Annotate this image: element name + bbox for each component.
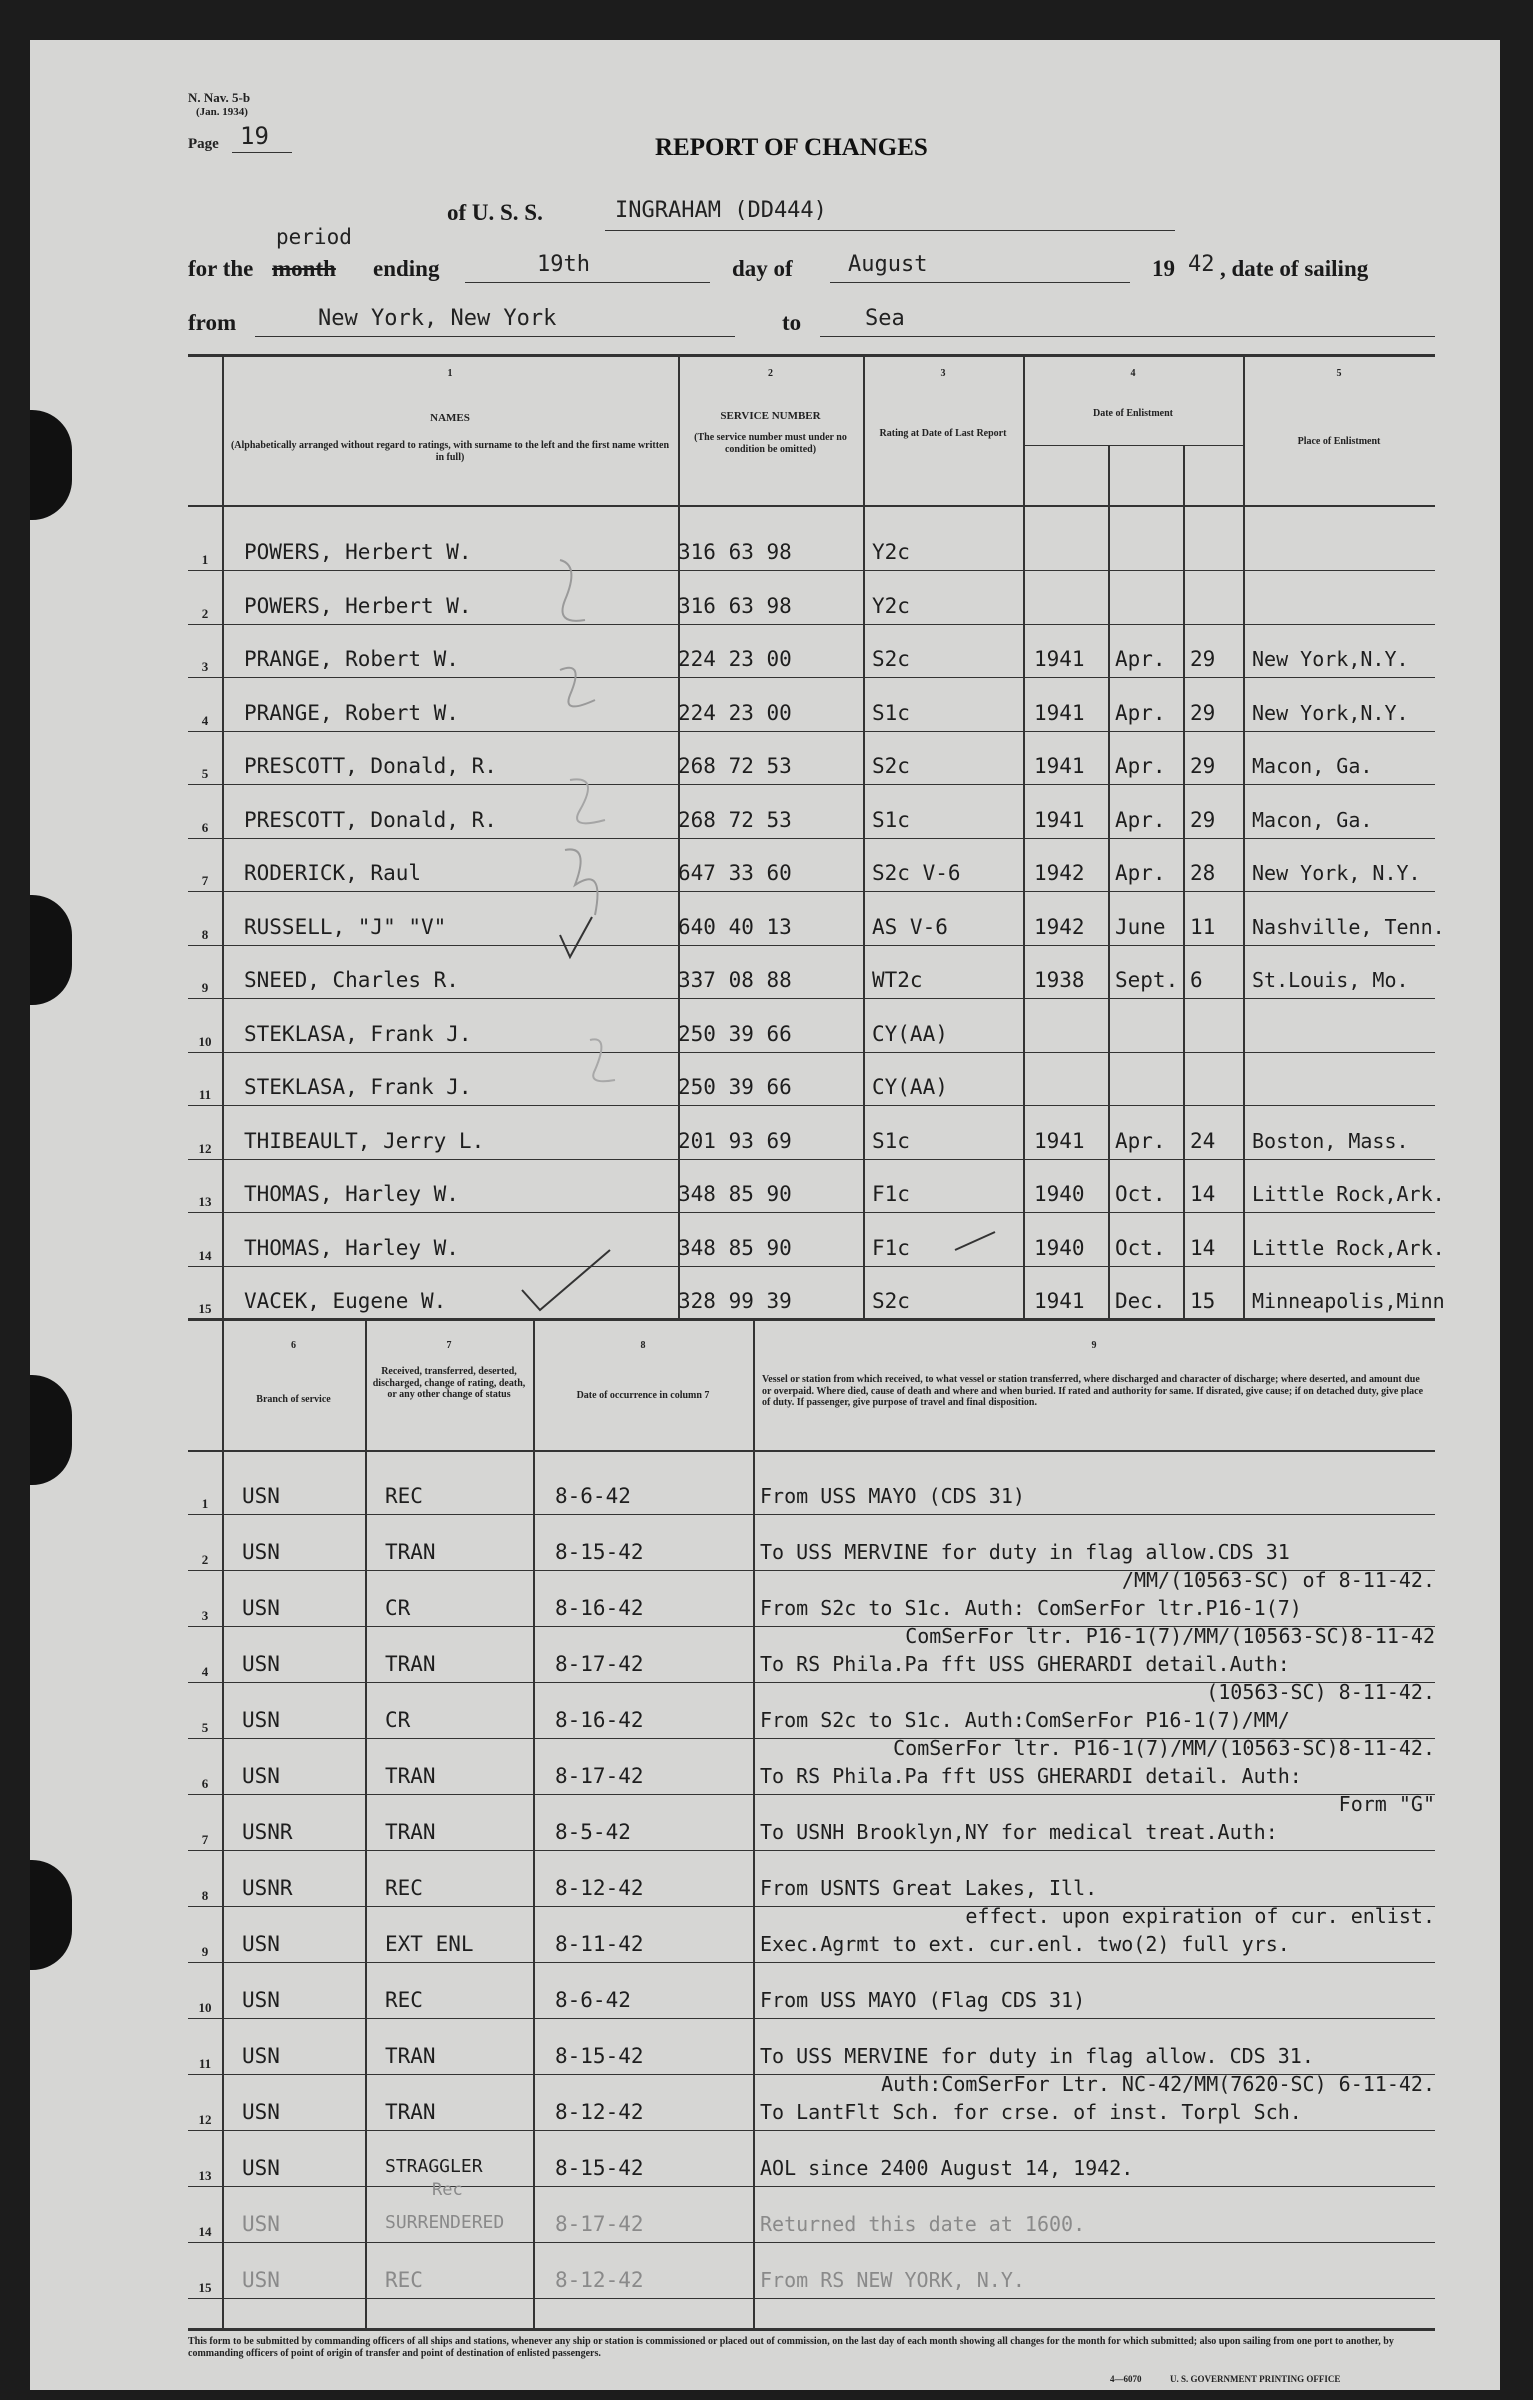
date-cell: 8-16-42 — [555, 1596, 644, 1620]
change-cell: REC — [385, 1876, 423, 1900]
from-rule — [255, 336, 735, 337]
remarks-cell: To RS Phila.Pa fft USS GHERARDI detail.Auth: — [760, 1652, 1290, 1676]
remarks-cell: From S2c to S1c. Auth: ComSerFor ltr.P16-1(7) — [760, 1596, 1302, 1620]
row-rule — [188, 1266, 1435, 1267]
date-cell: 8-16-42 — [555, 1708, 644, 1732]
rating-cell: S1c — [872, 1129, 910, 1153]
branch-cell: USN — [242, 1652, 280, 1676]
row-number: 4 — [201, 1664, 209, 1679]
remarks-cell: To USS MERVINE for duty in flag allow.CDS 31 — [760, 1540, 1290, 1564]
enlist-month-cell: Apr. — [1115, 808, 1166, 832]
place-cell: Little Rock,Ark. — [1252, 1182, 1445, 1206]
row-number: 11 — [198, 2056, 212, 2071]
place-cell: Minneapolis,Minn — [1252, 1289, 1445, 1313]
enlist-month-cell: Apr. — [1115, 1129, 1166, 1153]
remarks-cell: Exec.Agrmt to ext. cur.enl. two(2) full yrs. — [760, 1932, 1290, 1956]
pen-stroke — [950, 1220, 1010, 1260]
enlist-month-cell: Apr. — [1115, 861, 1166, 885]
to-label: to — [782, 310, 802, 335]
day-of-label: day of — [732, 256, 793, 281]
row-rule — [188, 2298, 1435, 2299]
name-cell: SNEED, Charles R. — [244, 968, 459, 992]
row-number: 9 — [201, 980, 209, 995]
remarks-continuation: ComSerFor ltr. P16-1(7)/MM/(10563-SC)8-11-42 — [905, 1624, 1435, 1648]
remarks-cell: From S2c to S1c. Auth:ComSerFor P16-1(7)/MM/ — [760, 1708, 1290, 1732]
col-6-7-line — [365, 1318, 367, 2328]
name-cell: PRESCOTT, Donald, R. — [244, 808, 497, 832]
footer-printer: U. S. GOVERNMENT PRINTING OFFICE — [1170, 2374, 1341, 2384]
enlist-day-cell: 29 — [1190, 647, 1216, 671]
footer-instructions: This form to be submitted by commanding officers of all ships and stations, whenever any ship or station is commissioned or placed out of commission, on the last day of each month showing all changes for the month for which submitted; also upon sailing from one port to another, by commanding officers of point of origin of transfer and point of destination of enlisted passengers. — [188, 2336, 1394, 2359]
row-number: 2 — [201, 1552, 209, 1567]
enlist-month-cell: Apr. — [1115, 754, 1166, 778]
rating-cell: Y2c — [872, 540, 910, 564]
row-rule — [188, 624, 1435, 625]
col2-note: (The service number must under no condition be omitted) — [694, 432, 847, 455]
place-cell: Macon, Ga. — [1252, 754, 1373, 778]
upper-table-top — [188, 354, 1435, 357]
upper-header-bottom — [188, 505, 1435, 507]
col-2-3-line — [863, 354, 865, 1318]
row-rule — [188, 677, 1435, 678]
check-mark — [522, 1250, 610, 1310]
service-number-cell: 316 63 98 — [678, 594, 792, 618]
rating-cell: S1c — [872, 808, 910, 832]
service-number-cell: 224 23 00 — [678, 647, 792, 671]
month-value: August — [848, 252, 928, 277]
date-cell: 8-12-42 — [555, 2268, 644, 2292]
row-number: 1 — [201, 552, 209, 567]
enlist-day-cell: 14 — [1190, 1182, 1216, 1206]
row-number: 7 — [201, 1832, 209, 1847]
remarks-cell: From USS MAYO (Flag CDS 31) — [760, 1988, 1086, 2012]
sailing-label: , date of sailing — [1220, 256, 1369, 281]
service-number-cell: 224 23 00 — [678, 701, 792, 725]
ending-label: ending — [373, 256, 440, 281]
change-cell: TRAN — [385, 1540, 436, 1564]
place-cell: New York,N.Y. — [1252, 647, 1409, 671]
month-rule — [830, 282, 1130, 283]
day-value: 19th — [537, 252, 590, 277]
row-rule — [188, 2242, 1435, 2243]
row-rule — [188, 570, 1435, 571]
col-4-5-line — [1243, 354, 1245, 1318]
enlist-day-cell: 29 — [1190, 808, 1216, 832]
service-number-cell: 337 08 88 — [678, 968, 792, 992]
col7-title: Received, transferred, deserted, discharged, change of rating, death, or any other change of status — [372, 1366, 526, 1400]
rating-cell: Y2c — [872, 594, 910, 618]
service-number-cell: 640 40 13 — [678, 915, 792, 939]
rating-cell: S2c — [872, 754, 910, 778]
branch-cell: USN — [242, 1596, 280, 1620]
branch-cell: USNR — [242, 1876, 293, 1900]
remarks-continuation: (10563-SC) 8-11-42. — [1206, 1680, 1435, 1704]
change-cell: CR — [385, 1708, 411, 1732]
col-4-year-month-line — [1108, 445, 1110, 1318]
col9-number: 9 — [1091, 1340, 1097, 1351]
remarks-cell: To RS Phila.Pa fft USS GHERARDI detail. Auth: — [760, 1764, 1302, 1788]
period-correction: period — [276, 225, 352, 249]
col-7-8-line — [533, 1318, 535, 2328]
remarks-continuation: effect. upon expiration of cur. enlist. — [965, 1904, 1435, 1928]
row-rule — [188, 731, 1435, 732]
place-cell: Macon, Ga. — [1252, 808, 1373, 832]
row-number: 13 — [198, 2168, 212, 2183]
form-date: (Jan. 1934) — [196, 106, 248, 118]
branch-cell: USN — [242, 1932, 280, 1956]
enlist-year-cell: 1941 — [1034, 1129, 1085, 1153]
from-value: New York, New York — [318, 306, 557, 331]
enlist-month-cell: Dec. — [1115, 1289, 1166, 1313]
name-cell: PRESCOTT, Donald, R. — [244, 754, 497, 778]
struck-word: month — [272, 256, 336, 281]
row-rule — [188, 784, 1435, 785]
place-cell: Little Rock,Ark. — [1252, 1236, 1445, 1260]
name-cell: RODERICK, Raul — [244, 861, 422, 885]
pencil-mark — [560, 668, 595, 707]
enlist-year-cell: 1942 — [1034, 861, 1085, 885]
place-cell: Boston, Mass. — [1252, 1129, 1409, 1153]
change-cell: TRAN — [385, 2100, 436, 2124]
lower-table-bottom — [188, 2328, 1435, 2331]
change-cell: REC — [385, 1484, 423, 1508]
rating-cell: S2c — [872, 647, 910, 671]
pencil-mark — [570, 779, 605, 823]
col3-title: Rating at Date of Last Report — [879, 428, 1007, 439]
row-rule — [188, 891, 1435, 892]
name-cell: STEKLASA, Frank J. — [244, 1022, 472, 1046]
branch-cell: USN — [242, 2156, 280, 2180]
name-cell: PRANGE, Robert W. — [244, 647, 459, 671]
place-cell: Nashville, Tenn. — [1252, 915, 1445, 939]
remarks-cell: To USS MERVINE for duty in flag allow. CDS 31. — [760, 2044, 1314, 2068]
day-rule — [465, 282, 710, 283]
enlist-day-cell: 15 — [1190, 1289, 1216, 1313]
branch-cell: USN — [242, 2268, 280, 2292]
branch-cell: USN — [242, 1540, 280, 1564]
row-rule — [188, 1052, 1435, 1053]
date-cell: 8-12-42 — [555, 2100, 644, 2124]
enlist-month-cell: Apr. — [1115, 647, 1166, 671]
change-cell: TRAN — [385, 1820, 436, 1844]
row-number: 10 — [198, 2000, 212, 2015]
row-number: 14 — [198, 1248, 212, 1263]
page-label: Page — [188, 136, 219, 152]
from-label: from — [188, 310, 237, 335]
ship-prefix: of U. S. S. — [447, 200, 543, 225]
date-cell: 8-17-42 — [555, 2212, 644, 2236]
service-number-cell: 201 93 69 — [678, 1129, 792, 1153]
remarks-cell: To LantFlt Sch. for crse. of inst. Torpl Sch. — [760, 2100, 1302, 2124]
to-value: Sea — [865, 306, 905, 331]
row-rule — [188, 1514, 1435, 1515]
col-3-4-line — [1023, 354, 1025, 1318]
change-cell: STRAGGLER — [385, 2156, 483, 2177]
row-number: 10 — [198, 1034, 212, 1049]
enlist-month-cell: Sept. — [1115, 968, 1179, 992]
enlist-year-cell: 1941 — [1034, 1289, 1085, 1313]
enlist-month-cell: Oct. — [1115, 1182, 1166, 1206]
pencil-mark — [590, 1039, 615, 1081]
row-rule — [188, 1850, 1435, 1851]
place-cell: New York,N.Y. — [1252, 701, 1409, 725]
rating-cell: F1c — [872, 1182, 910, 1206]
enlist-year-cell: 1941 — [1034, 647, 1085, 671]
page-number-rule — [232, 152, 292, 153]
col9-title: Vessel or station from which received, to what vessel or station transferred, where discharged and character of discharge; where deserted, and amount due or overpaid. Where died, cause of death and where and when buried. If rated and authority for same. If disrated, give cause; if on detached duty, give place of duty. If passenger, give purpose of travel and final disposition. — [762, 1374, 1424, 1408]
enlist-day-cell: 29 — [1190, 754, 1216, 778]
remarks-cell: From USNTS Great Lakes, Ill. — [760, 1876, 1098, 1900]
enlist-month-cell: Apr. — [1115, 701, 1166, 725]
row-number: 6 — [201, 1776, 209, 1791]
date-cell: 8-15-42 — [555, 2044, 644, 2068]
change-cell: SURRENDERED — [385, 2212, 505, 2233]
name-cell: PRANGE, Robert W. — [244, 701, 459, 725]
col1-note: (Alphabetically arranged without regard to ratings, with surname to the left and the first name written in full) — [230, 440, 670, 463]
date-cell: 8-5-42 — [555, 1820, 631, 1844]
row-rule — [188, 1212, 1435, 1213]
rating-cell: S2c — [872, 1289, 910, 1313]
ship-rule — [605, 230, 1175, 231]
form-code: N. Nav. 5-b — [188, 90, 251, 105]
enlist-day-cell: 24 — [1190, 1129, 1216, 1153]
branch-cell: USN — [242, 1764, 280, 1788]
col-4-subheader-line — [1023, 445, 1245, 446]
row14-annotation: Rec — [432, 2180, 463, 2200]
name-cell: THIBEAULT, Jerry L. — [244, 1129, 485, 1153]
enlist-year-cell: 1940 — [1034, 1236, 1085, 1260]
enlist-year-cell: 1941 — [1034, 754, 1085, 778]
date-cell: 8-17-42 — [555, 1652, 644, 1676]
document-page — [30, 40, 1500, 2390]
name-cell: THOMAS, Harley W. — [244, 1236, 459, 1260]
row-number: 11 — [198, 1087, 212, 1102]
enlist-day-cell: 14 — [1190, 1236, 1216, 1260]
branch-cell: USN — [242, 1484, 280, 1508]
service-number-cell: 348 85 90 — [678, 1236, 792, 1260]
col4-title: Date of Enlistment — [1093, 408, 1173, 419]
col2-title: SERVICE NUMBER — [720, 410, 821, 422]
date-cell: 8-11-42 — [555, 1932, 644, 1956]
row-number: 4 — [201, 713, 209, 728]
change-cell: TRAN — [385, 1652, 436, 1676]
date-cell: 8-15-42 — [555, 1540, 644, 1564]
col5-title: Place of Enlistment — [1297, 436, 1381, 447]
check-mark — [560, 917, 592, 957]
col8-title: Date of occurrence in column 7 — [576, 1390, 710, 1401]
col3-number: 3 — [940, 368, 946, 379]
enlist-month-cell: June — [1115, 915, 1166, 939]
rating-cell: F1c — [872, 1236, 910, 1260]
handwritten-marks — [500, 540, 660, 1340]
page-number: 19 — [240, 122, 269, 150]
page-title: REPORT OF CHANGES — [655, 134, 928, 161]
service-number-cell: 316 63 98 — [678, 540, 792, 564]
col1-title: NAMES — [430, 412, 470, 424]
row-number: 1 — [201, 1496, 209, 1511]
col4-number: 4 — [1130, 368, 1136, 379]
remarks-cell: From USS MAYO (CDS 31) — [760, 1484, 1025, 1508]
row-number: 15 — [198, 1301, 212, 1316]
pencil-mark — [565, 849, 598, 915]
remarks-cell: Returned this date at 1600. — [760, 2212, 1086, 2236]
branch-cell: USN — [242, 1708, 280, 1732]
row-rule — [188, 1962, 1435, 1963]
pencil-mark — [560, 560, 585, 621]
year-value: 42 — [1188, 252, 1215, 277]
branch-cell: USN — [242, 2044, 280, 2068]
row-number: 5 — [201, 1720, 209, 1735]
branch-cell: USN — [242, 2100, 280, 2124]
row-number: 5 — [201, 766, 209, 781]
service-number-cell: 348 85 90 — [678, 1182, 792, 1206]
enlist-day-cell: 11 — [1190, 915, 1216, 939]
row-number: 8 — [201, 1888, 209, 1903]
enlist-year-cell: 1938 — [1034, 968, 1085, 992]
year-prefix: 19 — [1152, 256, 1175, 281]
col-8-9-line — [753, 1318, 755, 2328]
service-number-cell: 268 72 53 — [678, 754, 792, 778]
row-number: 3 — [201, 1608, 209, 1623]
rating-cell: S1c — [872, 701, 910, 725]
branch-cell: USN — [242, 1988, 280, 2012]
col1-number: 1 — [447, 368, 453, 379]
row-rule — [188, 838, 1435, 839]
name-cell: VACEK, Eugene W. — [244, 1289, 447, 1313]
col2-number: 2 — [768, 368, 773, 379]
remarks-continuation: ComSerFor ltr. P16-1(7)/MM/(10563-SC)8-11-42. — [893, 1736, 1435, 1760]
row-number: 13 — [198, 1194, 212, 1209]
row-rule — [188, 1105, 1435, 1106]
col5-number: 5 — [1336, 368, 1342, 379]
row-rule — [188, 998, 1435, 999]
row-number: 15 — [198, 2280, 212, 2295]
pen-stroke-line — [955, 1232, 995, 1250]
row-number: 14 — [198, 2224, 212, 2239]
col6-title: Branch of service — [256, 1394, 331, 1405]
change-cell: REC — [385, 1988, 423, 2012]
enlist-day-cell: 6 — [1190, 968, 1203, 992]
rating-cell: CY(AA) — [872, 1075, 948, 1099]
row-number: 7 — [201, 873, 209, 888]
col-1-2-line — [678, 354, 680, 1318]
date-cell: 8-15-42 — [555, 2156, 644, 2180]
enlist-year-cell: 1940 — [1034, 1182, 1085, 1206]
enlist-month-cell: Oct. — [1115, 1236, 1166, 1260]
lower-table-top — [188, 1318, 1435, 1321]
col8-number: 8 — [640, 1340, 646, 1351]
service-number-cell: 328 99 39 — [678, 1289, 792, 1313]
rating-cell: CY(AA) — [872, 1022, 948, 1046]
to-rule — [820, 336, 1435, 337]
change-cell: EXT ENL — [385, 1932, 474, 1956]
for-the-label: for the — [188, 256, 254, 281]
enlist-day-cell: 28 — [1190, 861, 1216, 885]
change-cell: CR — [385, 1596, 411, 1620]
row-number: 12 — [198, 2112, 212, 2127]
name-cell: POWERS, Herbert W. — [244, 540, 472, 564]
service-number-cell: 250 39 66 — [678, 1022, 792, 1046]
enlist-year-cell: 1941 — [1034, 701, 1085, 725]
row-number: 8 — [201, 927, 209, 942]
row-number: 6 — [201, 820, 209, 835]
rating-cell: AS V-6 — [872, 915, 948, 939]
name-cell: STEKLASA, Frank J. — [244, 1075, 472, 1099]
change-cell: TRAN — [385, 1764, 436, 1788]
service-number-cell: 250 39 66 — [678, 1075, 792, 1099]
remarks-continuation: Auth:ComSerFor Ltr. NC-42/MM(7620-SC) 6-11-42. — [881, 2072, 1435, 2096]
row-number: 2 — [201, 606, 209, 621]
row-rule — [188, 2130, 1435, 2131]
row-number: 9 — [201, 1944, 209, 1959]
change-cell: TRAN — [385, 2044, 436, 2068]
date-cell: 8-12-42 — [555, 1876, 644, 1900]
date-cell: 8-17-42 — [555, 1764, 644, 1788]
service-number-cell: 647 33 60 — [678, 861, 792, 885]
change-cell: REC — [385, 2268, 423, 2292]
remarks-cell: AOL since 2400 August 14, 1942. — [760, 2156, 1134, 2180]
footer-code: 4—6070 — [1110, 2374, 1142, 2384]
col-4-month-day-line — [1183, 445, 1185, 1318]
date-cell: 8-6-42 — [555, 1484, 631, 1508]
service-number-cell: 268 72 53 — [678, 808, 792, 832]
name-cell: RUSSELL, "J" "V" — [244, 915, 447, 939]
row-number: 12 — [198, 1141, 212, 1156]
place-cell: New York, N.Y. — [1252, 861, 1421, 885]
enlist-year-cell: 1941 — [1034, 808, 1085, 832]
name-cell: POWERS, Herbert W. — [244, 594, 472, 618]
remarks-cell: To USNH Brooklyn,NY for medical treat.Auth: — [760, 1820, 1278, 1844]
row-rule — [188, 2186, 1435, 2187]
rating-cell: S2c V-6 — [872, 861, 961, 885]
row-rule — [188, 2018, 1435, 2019]
row-rule — [188, 945, 1435, 946]
row-number: 3 — [201, 659, 209, 674]
col6-number: 6 — [291, 1340, 296, 1351]
remarks-continuation: /MM/(10563-SC) of 8-11-42. — [1121, 1568, 1435, 1592]
name-cell: THOMAS, Harley W. — [244, 1182, 459, 1206]
branch-cell: USNR — [242, 1820, 293, 1844]
lower-header-bottom — [188, 1450, 1435, 1452]
remarks-cell: From RS NEW YORK, N.Y. — [760, 2268, 1025, 2292]
branch-cell: USN — [242, 2212, 280, 2236]
place-cell: St.Louis, Mo. — [1252, 968, 1409, 992]
date-cell: 8-6-42 — [555, 1988, 631, 2012]
ship-name: INGRAHAM (DD444) — [615, 198, 827, 223]
remarks-continuation: Form "G" — [1338, 1792, 1435, 1816]
row-rule — [188, 1159, 1435, 1160]
enlist-day-cell: 29 — [1190, 701, 1216, 725]
enlist-year-cell: 1942 — [1034, 915, 1085, 939]
col7-number: 7 — [446, 1340, 452, 1351]
rating-cell: WT2c — [872, 968, 923, 992]
